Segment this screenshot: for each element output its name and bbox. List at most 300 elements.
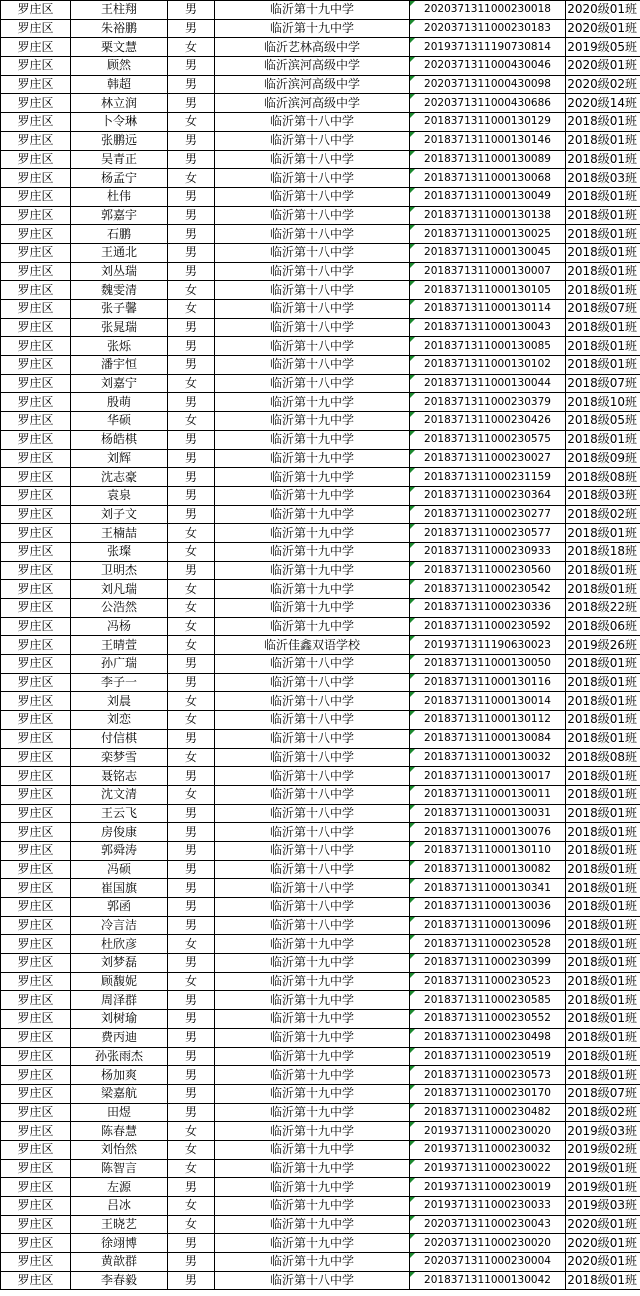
gender-cell: 男 (168, 468, 215, 487)
district-cell: 罗庄区 (1, 935, 71, 954)
district-cell: 罗庄区 (1, 1271, 71, 1290)
name-cell: 陈春慧 (71, 1122, 168, 1141)
school-cell: 临沂第十九中学 (215, 935, 410, 954)
class-cell: 2018级01班 (566, 356, 640, 375)
school-cell: 临沂第十九中学 (215, 505, 410, 524)
student-id-cell: 2018371311000230542 (410, 580, 566, 599)
gender-cell: 男 (168, 243, 215, 262)
gender-cell: 女 (168, 1215, 215, 1234)
student-id-cell: 2020371311000230020 (410, 1234, 566, 1253)
table-row (1, 300, 640, 319)
name-cell: 房俊康 (71, 823, 168, 842)
table-row (1, 1122, 640, 1141)
table-row (1, 972, 640, 991)
district-cell: 罗庄区 (1, 860, 71, 879)
gender-cell: 女 (168, 281, 215, 300)
student-id-cell: 2018371311000230399 (410, 954, 566, 973)
class-cell: 2018级01班 (566, 262, 640, 281)
district-cell: 罗庄区 (1, 542, 71, 561)
table-row (1, 599, 640, 618)
student-id-cell: 2018371311000230585 (410, 991, 566, 1010)
district-cell: 罗庄区 (1, 804, 71, 823)
gender-cell: 男 (168, 804, 215, 823)
student-id-cell: 2018371311000130045 (410, 243, 566, 262)
name-cell: 王晓艺 (71, 1215, 168, 1234)
class-cell: 2018级01班 (566, 972, 640, 991)
school-cell: 临沂滨河高级中学 (215, 94, 410, 113)
class-cell: 2018级01班 (566, 580, 640, 599)
student-id-cell: 2018371311000230498 (410, 1028, 566, 1047)
table-row (1, 393, 640, 412)
gender-cell: 男 (168, 1178, 215, 1197)
name-cell: 郭舜涛 (71, 841, 168, 860)
class-cell: 2018级10班 (566, 393, 640, 412)
gender-cell: 男 (168, 206, 215, 225)
student-id-cell: 2019371311000230022 (410, 1159, 566, 1178)
gender-cell: 男 (168, 767, 215, 786)
class-cell: 2018级01班 (566, 673, 640, 692)
district-cell: 罗庄区 (1, 1084, 71, 1103)
student-id-cell: 2018371311000230482 (410, 1103, 566, 1122)
school-cell: 临沂第十九中学 (215, 449, 410, 468)
student-id-cell: 2018371311000130007 (410, 262, 566, 281)
student-id-cell: 2018371311000230364 (410, 486, 566, 505)
name-cell: 冷言洁 (71, 916, 168, 935)
gender-cell: 女 (168, 711, 215, 730)
class-cell: 2018级02班 (566, 1103, 640, 1122)
gender-cell: 女 (168, 38, 215, 57)
student-id-cell: 2018371311000130341 (410, 879, 566, 898)
student-id-cell: 2018371311000130050 (410, 655, 566, 674)
school-cell: 临沂第十八中学 (215, 711, 410, 730)
school-cell: 临沂第十九中学 (215, 1178, 410, 1197)
class-cell: 2019级03班 (566, 1197, 640, 1216)
district-cell: 罗庄区 (1, 972, 71, 991)
gender-cell: 男 (168, 131, 215, 150)
school-cell: 临沂第十八中学 (215, 318, 410, 337)
gender-cell: 女 (168, 935, 215, 954)
gender-cell: 男 (168, 1234, 215, 1253)
name-cell: 聂铭志 (71, 767, 168, 786)
name-cell: 刘丛瑞 (71, 262, 168, 281)
school-cell: 临沂第十八中学 (215, 169, 410, 188)
table-row (1, 1047, 640, 1066)
table-row (1, 225, 640, 244)
name-cell: 杨孟宁 (71, 169, 168, 188)
district-cell: 罗庄区 (1, 412, 71, 431)
gender-cell: 女 (168, 169, 215, 188)
name-cell: 刘恋 (71, 711, 168, 730)
gender-cell: 女 (168, 599, 215, 618)
table-row (1, 38, 640, 57)
table-row (1, 94, 640, 113)
gender-cell: 男 (168, 19, 215, 38)
district-cell: 罗庄区 (1, 767, 71, 786)
district-cell: 罗庄区 (1, 879, 71, 898)
school-cell: 临沂第十九中学 (215, 1215, 410, 1234)
class-cell: 2018级01班 (566, 860, 640, 879)
gender-cell: 女 (168, 412, 215, 431)
name-cell: 杜伟 (71, 187, 168, 206)
table-row (1, 281, 640, 300)
student-id-cell: 2018371311000230575 (410, 430, 566, 449)
school-cell: 临沂第十八中学 (215, 823, 410, 842)
gender-cell: 男 (168, 673, 215, 692)
school-cell: 临沂第十九中学 (215, 991, 410, 1010)
class-cell: 2018级01班 (566, 935, 640, 954)
table-row (1, 1271, 640, 1290)
district-cell: 罗庄区 (1, 599, 71, 618)
gender-cell: 男 (168, 393, 215, 412)
gender-cell: 女 (168, 785, 215, 804)
table-row (1, 860, 640, 879)
table-row (1, 991, 640, 1010)
school-cell: 临沂第十九中学 (215, 1, 410, 20)
name-cell: 刘晨 (71, 692, 168, 711)
student-id-cell: 2018371311000230592 (410, 617, 566, 636)
student-id-cell: 2018371311000130082 (410, 860, 566, 879)
school-cell: 临沂第十八中学 (215, 356, 410, 375)
student-id-cell: 2018371311000130085 (410, 337, 566, 356)
student-id-cell: 2018371311000130032 (410, 748, 566, 767)
gender-cell: 男 (168, 655, 215, 674)
class-cell: 2018级01班 (566, 879, 640, 898)
student-id-cell: 2020371311000230043 (410, 1215, 566, 1234)
table-row (1, 150, 640, 169)
school-cell: 临沂第十九中学 (215, 972, 410, 991)
student-id-cell: 2018371311000130044 (410, 374, 566, 393)
student-id-cell: 2018371311000130138 (410, 206, 566, 225)
school-cell: 临沂第十八中学 (215, 673, 410, 692)
student-id-cell: 2018371311000230426 (410, 412, 566, 431)
school-cell: 临沂第十八中学 (215, 879, 410, 898)
table-row (1, 729, 640, 748)
table-row (1, 318, 640, 337)
gender-cell: 男 (168, 150, 215, 169)
name-cell: 栾梦雪 (71, 748, 168, 767)
student-id-cell: 2018371311000231159 (410, 468, 566, 487)
school-cell: 临沂第十八中学 (215, 841, 410, 860)
class-cell: 2018级01班 (566, 841, 640, 860)
district-cell: 罗庄区 (1, 1122, 71, 1141)
student-id-cell: 2020371311000430046 (410, 57, 566, 76)
name-cell: 杜欣彦 (71, 935, 168, 954)
gender-cell: 女 (168, 617, 215, 636)
class-cell: 2018级08班 (566, 748, 640, 767)
table-row (1, 767, 640, 786)
school-cell: 临沂第十九中学 (215, 1197, 410, 1216)
name-cell: 卜令琳 (71, 113, 168, 132)
class-cell: 2018级01班 (566, 1047, 640, 1066)
district-cell: 罗庄区 (1, 262, 71, 281)
school-cell: 临沂滨河高级中学 (215, 57, 410, 76)
student-id-cell: 2018371311000230277 (410, 505, 566, 524)
class-cell: 2018级01班 (566, 318, 640, 337)
district-cell: 罗庄区 (1, 991, 71, 1010)
district-cell: 罗庄区 (1, 841, 71, 860)
district-cell: 罗庄区 (1, 1047, 71, 1066)
school-cell: 临沂第十八中学 (215, 860, 410, 879)
class-cell: 2018级01班 (566, 524, 640, 543)
class-cell: 2018级01班 (566, 1271, 640, 1290)
class-cell: 2019级26班 (566, 636, 640, 655)
name-cell: 石鹏 (71, 225, 168, 244)
table-row (1, 916, 640, 935)
gender-cell: 男 (168, 1084, 215, 1103)
table-row (1, 337, 640, 356)
school-cell: 临沂第十八中学 (215, 337, 410, 356)
school-cell: 临沂第十九中学 (215, 1253, 410, 1272)
district-cell: 罗庄区 (1, 281, 71, 300)
student-id-cell: 2018371311000130076 (410, 823, 566, 842)
gender-cell: 男 (168, 262, 215, 281)
name-cell: 张晁瑞 (71, 318, 168, 337)
district-cell: 罗庄区 (1, 673, 71, 692)
school-cell: 临沂第十九中学 (215, 1159, 410, 1178)
school-cell: 临沂第十九中学 (215, 524, 410, 543)
student-id-cell: 2018371311000130025 (410, 225, 566, 244)
district-cell: 罗庄区 (1, 505, 71, 524)
school-cell: 临沂第十九中学 (215, 1084, 410, 1103)
district-cell: 罗庄区 (1, 524, 71, 543)
school-cell: 临沂第十八中学 (215, 281, 410, 300)
school-cell: 临沂第十八中学 (215, 131, 410, 150)
school-cell: 临沂艺林高级中学 (215, 38, 410, 57)
student-id-cell: 2018371311000130102 (410, 356, 566, 375)
table-row (1, 57, 640, 76)
name-cell: 郭函 (71, 898, 168, 917)
school-cell: 临沂第十八中学 (215, 692, 410, 711)
district-cell: 罗庄区 (1, 374, 71, 393)
name-cell: 吴青正 (71, 150, 168, 169)
table-row (1, 19, 640, 38)
student-id-cell: 2018371311000130036 (410, 898, 566, 917)
district-cell: 罗庄区 (1, 1140, 71, 1159)
student-id-cell: 2020371311000430686 (410, 94, 566, 113)
student-id-cell: 2018371311000230519 (410, 1047, 566, 1066)
district-cell: 罗庄区 (1, 561, 71, 580)
gender-cell: 女 (168, 374, 215, 393)
district-cell: 罗庄区 (1, 169, 71, 188)
name-cell: 刘树瑜 (71, 1010, 168, 1029)
class-cell: 2018级01班 (566, 916, 640, 935)
gender-cell: 男 (168, 991, 215, 1010)
class-cell: 2020级01班 (566, 1234, 640, 1253)
class-cell: 2018级09班 (566, 449, 640, 468)
table-row (1, 113, 640, 132)
class-cell: 2018级03班 (566, 486, 640, 505)
class-cell: 2018级07班 (566, 374, 640, 393)
class-cell: 2019级03班 (566, 1122, 640, 1141)
name-cell: 栗文慧 (71, 38, 168, 57)
district-cell: 罗庄区 (1, 1253, 71, 1272)
name-cell: 袁泉 (71, 486, 168, 505)
student-id-cell: 2018371311000130017 (410, 767, 566, 786)
class-cell: 2020级01班 (566, 1, 640, 20)
student-id-cell: 2018371311000130146 (410, 131, 566, 150)
name-cell: 杨皓棋 (71, 430, 168, 449)
gender-cell: 男 (168, 356, 215, 375)
student-id-cell: 2018371311000130096 (410, 916, 566, 935)
class-cell: 2018级01班 (566, 991, 640, 1010)
student-id-cell: 2018371311000130043 (410, 318, 566, 337)
gender-cell: 男 (168, 879, 215, 898)
table-row (1, 356, 640, 375)
district-cell: 罗庄区 (1, 711, 71, 730)
gender-cell: 男 (168, 1253, 215, 1272)
district-cell: 罗庄区 (1, 916, 71, 935)
class-cell: 2018级01班 (566, 1066, 640, 1085)
class-cell: 2019级01班 (566, 1159, 640, 1178)
class-cell: 2018级01班 (566, 150, 640, 169)
district-cell: 罗庄区 (1, 954, 71, 973)
gender-cell: 女 (168, 1159, 215, 1178)
student-id-cell: 2018371311000230336 (410, 599, 566, 618)
name-cell: 左源 (71, 1178, 168, 1197)
name-cell: 刘嘉宁 (71, 374, 168, 393)
name-cell: 王晴萱 (71, 636, 168, 655)
name-cell: 林立润 (71, 94, 168, 113)
name-cell: 崔国旗 (71, 879, 168, 898)
district-cell: 罗庄区 (1, 300, 71, 319)
name-cell: 孙张雨杰 (71, 1047, 168, 1066)
class-cell: 2020级01班 (566, 57, 640, 76)
name-cell: 刘怡然 (71, 1140, 168, 1159)
gender-cell: 男 (168, 823, 215, 842)
school-cell: 临沂第十九中学 (215, 486, 410, 505)
district-cell: 罗庄区 (1, 823, 71, 842)
table-row (1, 187, 640, 206)
class-cell: 2020级14班 (566, 94, 640, 113)
table-row (1, 561, 640, 580)
gender-cell: 男 (168, 187, 215, 206)
table-row (1, 785, 640, 804)
student-id-cell: 2019371311000230032 (410, 1140, 566, 1159)
student-id-cell: 2018371311000230577 (410, 524, 566, 543)
gender-cell: 女 (168, 1197, 215, 1216)
gender-cell: 女 (168, 748, 215, 767)
class-cell: 2020级02班 (566, 75, 640, 94)
class-cell: 2018级22班 (566, 599, 640, 618)
class-cell: 2018级01班 (566, 804, 640, 823)
district-cell: 罗庄区 (1, 468, 71, 487)
table-row (1, 374, 640, 393)
district-cell: 罗庄区 (1, 38, 71, 57)
school-cell: 临沂第十九中学 (215, 542, 410, 561)
name-cell: 王楠喆 (71, 524, 168, 543)
name-cell: 华硕 (71, 412, 168, 431)
class-cell: 2019级02班 (566, 1140, 640, 1159)
student-id-cell: 2018371311000230552 (410, 1010, 566, 1029)
name-cell: 卫明杰 (71, 561, 168, 580)
school-cell: 临沂第十八中学 (215, 150, 410, 169)
table-row (1, 804, 640, 823)
class-cell: 2018级06班 (566, 617, 640, 636)
name-cell: 王云飞 (71, 804, 168, 823)
gender-cell: 女 (168, 524, 215, 543)
school-cell: 临沂第十八中学 (215, 655, 410, 674)
district-cell: 罗庄区 (1, 356, 71, 375)
class-cell: 2018级01班 (566, 243, 640, 262)
table-row (1, 954, 640, 973)
gender-cell: 女 (168, 1140, 215, 1159)
class-cell: 2018级01班 (566, 1010, 640, 1029)
gender-cell: 男 (168, 505, 215, 524)
student-id-cell: 2018371311000230528 (410, 935, 566, 954)
district-cell: 罗庄区 (1, 113, 71, 132)
gender-cell: 男 (168, 954, 215, 973)
district-cell: 罗庄区 (1, 131, 71, 150)
class-cell: 2020级01班 (566, 1253, 640, 1272)
student-id-cell: 2020371311000230004 (410, 1253, 566, 1272)
student-id-cell: 2018371311000130068 (410, 169, 566, 188)
student-id-cell: 2018371311000130114 (410, 300, 566, 319)
gender-cell: 男 (168, 337, 215, 356)
table-row (1, 412, 640, 431)
name-cell: 刘辉 (71, 449, 168, 468)
class-cell: 2018级01班 (566, 561, 640, 580)
table-row (1, 1178, 640, 1197)
gender-cell: 男 (168, 561, 215, 580)
school-cell: 临沂第十九中学 (215, 468, 410, 487)
table-row (1, 1, 640, 20)
class-cell: 2018级01班 (566, 785, 640, 804)
district-cell: 罗庄区 (1, 1197, 71, 1216)
name-cell: 顾然 (71, 57, 168, 76)
table-row (1, 673, 640, 692)
table-row (1, 711, 640, 730)
name-cell: 刘子文 (71, 505, 168, 524)
school-cell: 临沂第十八中学 (215, 206, 410, 225)
district-cell: 罗庄区 (1, 243, 71, 262)
student-id-cell: 2018371311000130031 (410, 804, 566, 823)
table-row (1, 1159, 640, 1178)
district-cell: 罗庄区 (1, 187, 71, 206)
class-cell: 2018级05班 (566, 412, 640, 431)
district-cell: 罗庄区 (1, 580, 71, 599)
school-cell: 临沂第十八中学 (215, 767, 410, 786)
table-row (1, 542, 640, 561)
school-cell: 临沂第十八中学 (215, 785, 410, 804)
student-id-cell: 2018371311000130084 (410, 729, 566, 748)
gender-cell: 男 (168, 1066, 215, 1085)
table-row (1, 449, 640, 468)
name-cell: 王通北 (71, 243, 168, 262)
class-cell: 2018级07班 (566, 1084, 640, 1103)
class-cell: 2018级01班 (566, 187, 640, 206)
table-row (1, 636, 640, 655)
table-row (1, 580, 640, 599)
district-cell: 罗庄区 (1, 1066, 71, 1085)
class-cell: 2018级01班 (566, 729, 640, 748)
district-cell: 罗庄区 (1, 430, 71, 449)
gender-cell: 女 (168, 113, 215, 132)
name-cell: 张璨 (71, 542, 168, 561)
name-cell: 王柱翔 (71, 1, 168, 20)
district-cell: 罗庄区 (1, 337, 71, 356)
gender-cell: 女 (168, 1122, 215, 1141)
table-row (1, 1253, 640, 1272)
school-cell: 临沂佳鑫双语学校 (215, 636, 410, 655)
student-id-cell: 2020371311000230018 (410, 1, 566, 20)
district-cell: 罗庄区 (1, 393, 71, 412)
student-id-cell: 2019371311190630023 (410, 636, 566, 655)
class-cell: 2020级01班 (566, 1215, 640, 1234)
school-cell: 临沂第十九中学 (215, 19, 410, 38)
class-cell: 2018级01班 (566, 1028, 640, 1047)
table-row (1, 823, 640, 842)
district-cell: 罗庄区 (1, 748, 71, 767)
